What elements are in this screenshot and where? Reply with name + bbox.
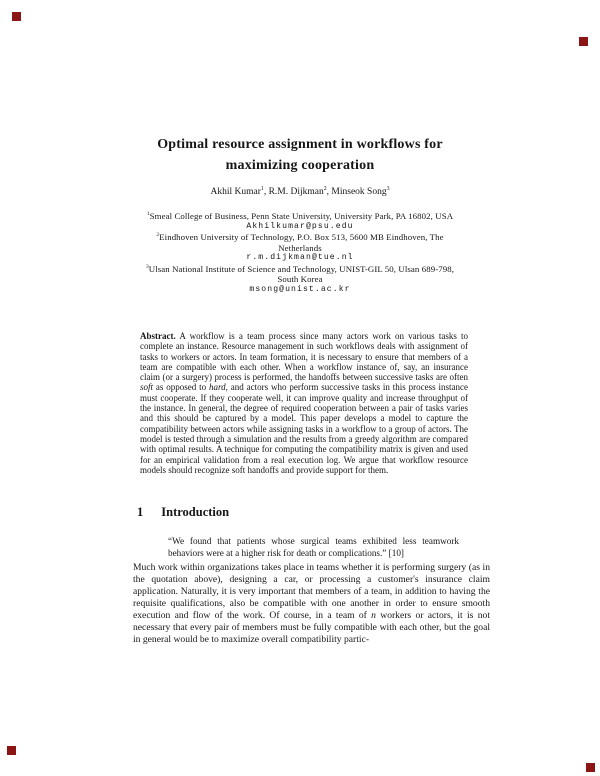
- author-superscript: 1: [260, 185, 264, 192]
- author-name: Minseok Song$^3$: [331, 185, 390, 197]
- affiliation-line: $^3$Ulsan National Institute of Science and Technology, UNIST-GIL 50, Ulsan 689-798,: [145, 263, 455, 274]
- paragraph-italic-word: n: [371, 610, 376, 621]
- affiliation-line: $^1$Smeal College of Business, Penn State University, University Park, PA 16802, USA: [146, 211, 454, 221]
- section-heading: [137, 505, 229, 519]
- authors-line: [0, 187, 600, 198]
- affiliation-superscript: 1: [146, 211, 150, 218]
- affiliations-block: [120, 211, 480, 295]
- affiliation-line: Netherlands: [278, 242, 322, 253]
- abstract-italic-word: hard: [208, 382, 226, 393]
- author-superscript: 2: [323, 185, 327, 192]
- abstract-italic-word: soft: [140, 382, 154, 393]
- author-name: Akhil Kumar$^1$,: [210, 185, 269, 197]
- corner-marker-bottom-left: [7, 746, 16, 755]
- email-text: Akhilkumar@psu.edu: [246, 221, 354, 231]
- email-text: r.m.dijkman@tue.nl: [246, 253, 354, 262]
- corner-marker-top-right: [579, 37, 588, 46]
- author-name: R.M. Dijkman$^2$,: [268, 185, 332, 197]
- body-paragraph: Much work within organizations takes place in teams whether it is performing surgery (as in the quotation above), designing a car, or processing a customer's insurance claim application. Naturally, it is very important that members of a team, in addition to having the requisite qualifications, also be compatible with one another in order to ensure smooth execution and flow of the work. Of course, in a team of n workers or actors, it is not necessary that every pair of members must be fully compatible with each other, but the goal in general would be to maximize overall compatibility partic-: [133, 562, 490, 645]
- section-title: Introduction: [161, 505, 230, 519]
- section-number: 1: [137, 505, 144, 519]
- abstract-paragraph: Abstract. A workflow is a team process since many actors work on various tasks to complete an instance. Resource management in such workflows deals with assignment of tasks to workers or actors. In team formation, it is necessary to ensure that members of a team are compatible with each other. When a workflow instance of, say, an insurance claim (or a surgery) process is performed, the handoffs between successive tasks are often soft as opposed to hard, and actors who perform successive tasks in this process instance must cooperate. If they cooperate well, it can improve quality and increase throughput of the instance. In general, the degree of required cooperation between a pair of tasks varies and this should be captured by a model. This paper develops a model to capture the compatibility between actors while assigning tasks in a workflow to a group of actors. The model is tested through a simulation and the results from a greedy algorithm are compared with optimal results. A technique for computing the compatibility matrix is given and used for an empirical validation from a real execution log. We argue that workflow resource models should recognize soft handoffs and provide support for them.: [140, 331, 468, 475]
- corner-marker-bottom-right: [586, 763, 595, 772]
- affiliation-superscript: 2: [156, 232, 160, 239]
- abstract-text: A workflow is a team process since many actors work on various tasks to complete an instance. Resource management in such workflows deals with assignment of tasks to workers or actors. In team formation, it is necessary to ensure that members of a team are compatible with each other. When a workflow instance of, say, an insurance claim (or a surgery) process is performed, the handoffs between successive tasks are often: [140, 331, 468, 383]
- corner-marker-top-left: [12, 12, 21, 21]
- affiliation-line: South Korea: [277, 274, 323, 284]
- quote-text: “We found that patients whose surgical teams exhibited less teamwork behaviors were at a higher risk for death or complications.” [10]: [168, 536, 459, 558]
- author-superscript: 3: [386, 185, 390, 192]
- paper-title: Optimal resource assignment in workflows for maximizing cooperation: [157, 137, 443, 173]
- affiliation-line: $^2$Eindhoven University of Technology, P.O. Box 513, 5600 MB Eindhoven, The: [156, 232, 444, 242]
- abstract-label: Abstract.: [140, 331, 176, 341]
- affiliation-superscript: 3: [145, 263, 149, 270]
- email-text: msong@unist.ac.kr: [249, 284, 351, 294]
